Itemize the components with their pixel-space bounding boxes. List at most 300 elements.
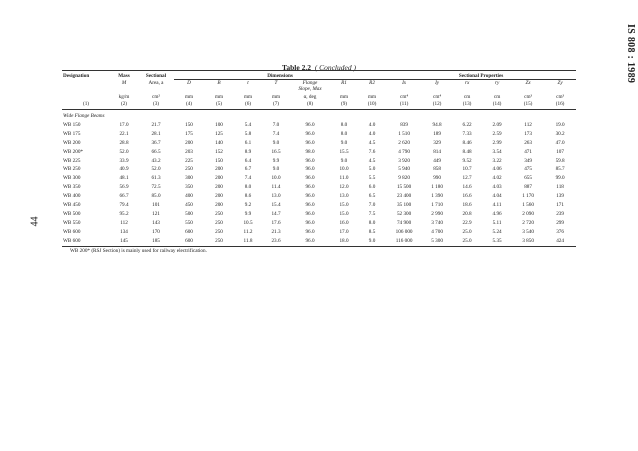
value-cell: 96.0: [305, 130, 315, 137]
value-cell: 143: [152, 219, 160, 226]
value-cell: 14.6: [462, 184, 472, 191]
value-cell: 112: [524, 121, 532, 128]
designation-cell: WB 200: [63, 139, 81, 146]
value-cell: 203: [185, 148, 193, 155]
designation-cell: WB 200*: [63, 148, 84, 155]
column-number-cell: (16): [544, 100, 576, 110]
column-number-cell: (2): [110, 100, 138, 110]
value-cell: 25.0: [462, 237, 472, 244]
unit-cell: mm: [339, 94, 349, 100]
column-number-row: [62, 100, 576, 110]
designation-cell: WB 250: [63, 166, 81, 173]
value-cell: 250: [215, 210, 223, 217]
unit-cell: mm: [214, 94, 224, 100]
value-cell: 7.4: [244, 175, 252, 182]
value-cell: 9.2: [244, 202, 252, 209]
value-cell: 10.0: [339, 166, 349, 173]
value-cell: 200: [215, 166, 223, 173]
value-cell: 21.7: [151, 121, 161, 128]
value-cell: 600: [185, 237, 193, 244]
value-cell: 8.0: [340, 130, 348, 137]
designation-cell: WB 225: [63, 157, 81, 164]
header-dim-T: T: [274, 80, 278, 86]
value-cell: 250: [215, 228, 223, 235]
value-cell: 96.0: [305, 184, 315, 191]
value-cell: 5.35: [492, 237, 502, 244]
value-cell: 52.0: [151, 166, 161, 173]
table-title-main: Table 2.2: [282, 63, 311, 72]
value-cell: 600: [185, 228, 193, 235]
value-cell: 3.22: [492, 157, 502, 164]
value-cell: 7.33: [462, 130, 472, 137]
designation-cell: WB 600: [63, 237, 81, 244]
value-cell: 3 920: [398, 157, 410, 164]
unit-cell: cm: [463, 94, 471, 100]
unit-cell: kg/m: [118, 94, 130, 100]
value-cell: 6.4: [244, 157, 252, 164]
value-cell: 250: [185, 166, 193, 173]
value-cell: 150: [215, 157, 223, 164]
value-cell: 1 510: [398, 130, 410, 137]
value-cell: 118: [556, 184, 564, 191]
value-cell: 6.1: [244, 139, 252, 146]
table-row: [62, 165, 576, 174]
value-cell: 8.46: [462, 139, 472, 146]
value-cell: 5.0: [368, 166, 376, 173]
table-row: [62, 148, 576, 157]
value-cell: 61.3: [151, 175, 161, 182]
value-cell: 140: [215, 139, 223, 146]
value-cell: 1 180: [431, 184, 443, 191]
value-cell: 1 710: [431, 202, 443, 209]
value-cell: 4 700: [431, 228, 443, 235]
header-prop-Zx: Zx: [525, 80, 531, 86]
value-cell: 200: [215, 175, 223, 182]
header-dim-R2: R2: [369, 80, 375, 86]
table-title-sub: ( Concluded ): [314, 63, 356, 72]
header-designation: Designation: [62, 71, 110, 80]
value-cell: 4.5: [368, 157, 376, 164]
table-row: [62, 228, 576, 237]
value-cell: 349: [524, 157, 532, 164]
value-cell: 4.06: [492, 166, 502, 173]
table-row: [62, 201, 576, 210]
unit-cell: cm³: [556, 94, 565, 100]
value-cell: 98.0: [305, 148, 315, 155]
value-cell: 139: [556, 193, 564, 200]
value-cell: 839: [400, 121, 408, 128]
value-cell: 471: [524, 148, 532, 155]
header-dim-t: t: [247, 80, 249, 86]
value-cell: 4.0: [368, 130, 376, 137]
value-cell: 239: [556, 210, 564, 217]
value-cell: 66.7: [119, 193, 129, 200]
header-prop-Ix: Ix: [402, 80, 407, 86]
table-row: [62, 219, 576, 228]
value-cell: 15.0: [339, 202, 349, 209]
value-cell: 18.6: [462, 202, 472, 209]
value-cell: 7.6: [368, 148, 376, 155]
value-cell: 13.0: [271, 193, 281, 200]
value-cell: 9.9: [244, 210, 252, 217]
designation-cell: WB 350: [63, 184, 81, 191]
value-cell: 858: [433, 166, 441, 173]
unit-cell: mm: [271, 94, 281, 100]
value-cell: 6.7: [244, 166, 252, 173]
designation-cell: WB 600: [63, 228, 81, 235]
table-row: [62, 157, 576, 166]
value-cell: 8.6: [244, 193, 252, 200]
value-cell: 990: [433, 175, 441, 182]
value-cell: 36.7: [151, 139, 161, 146]
value-cell: 424: [556, 237, 564, 244]
value-cell: 52 300: [396, 210, 412, 217]
value-cell: 7.5: [368, 210, 376, 217]
value-cell: 94.8: [432, 121, 442, 128]
value-cell: 15.4: [271, 202, 281, 209]
value-cell: 107: [556, 148, 564, 155]
value-cell: 250: [215, 237, 223, 244]
value-cell: 5.8: [244, 130, 252, 137]
header-sectional-area-2: Area, a: [148, 79, 164, 86]
value-cell: 10.0: [271, 175, 281, 182]
value-cell: 14.7: [271, 210, 281, 217]
value-cell: 12.0: [339, 184, 349, 191]
value-cell: 125: [215, 130, 223, 137]
column-number-cell: (10): [358, 100, 386, 110]
value-cell: 85.0: [151, 193, 161, 200]
unit-cell: cm²: [152, 94, 160, 100]
value-cell: 152: [215, 148, 223, 155]
column-number-cell: (3): [138, 100, 174, 110]
header-dim-flange-sub: Slope, Max: [298, 86, 322, 92]
value-cell: 3 540: [522, 228, 534, 235]
value-cell: 200: [215, 184, 223, 191]
designation-cell: WB 400: [63, 193, 81, 200]
value-cell: 23 400: [396, 193, 412, 200]
value-cell: 8.0: [340, 121, 348, 128]
value-cell: 10.5: [243, 219, 253, 226]
value-cell: 5 940: [398, 166, 410, 173]
value-cell: 1 560: [522, 202, 534, 209]
table-row: [62, 192, 576, 201]
value-cell: 6.0: [368, 184, 376, 191]
header-sectional-properties: Sectional Properties: [386, 71, 576, 80]
value-cell: 450: [185, 202, 193, 209]
value-cell: 19.0: [555, 121, 565, 128]
value-cell: 329: [433, 139, 441, 146]
value-cell: 263: [524, 139, 532, 146]
header-dim-B: B: [217, 80, 221, 86]
value-cell: 7.4: [272, 130, 280, 137]
value-cell: 9.0: [340, 139, 348, 146]
value-cell: 9.0: [368, 237, 376, 244]
value-cell: 134: [120, 228, 128, 235]
value-cell: 4.03: [492, 184, 502, 191]
sections-table: [62, 70, 576, 254]
value-cell: 655: [524, 175, 532, 182]
value-cell: 4 790: [398, 148, 410, 155]
column-number-cell: (9): [330, 100, 358, 110]
designation-cell: WB 500: [63, 210, 81, 217]
value-cell: 7.0: [368, 202, 376, 209]
value-cell: 2.99: [492, 139, 502, 146]
value-cell: 10.7: [462, 166, 472, 173]
value-cell: 225: [185, 157, 193, 164]
value-cell: 2 720: [522, 219, 534, 226]
unit-cell: mm: [243, 94, 253, 100]
value-cell: 95.2: [119, 210, 129, 217]
value-cell: 96.0: [305, 175, 315, 182]
value-cell: 3.54: [492, 148, 502, 155]
value-cell: 59.8: [555, 157, 565, 164]
column-number-cell: (1): [62, 100, 110, 110]
value-cell: 449: [433, 157, 441, 164]
unit-cell: cm: [493, 94, 501, 100]
value-cell: 8.5: [368, 228, 376, 235]
value-cell: 15 500: [396, 184, 412, 191]
value-cell: 17.0: [119, 121, 129, 128]
value-cell: 96.0: [305, 121, 315, 128]
value-cell: 22.1: [119, 130, 129, 137]
value-cell: 17.0: [339, 228, 349, 235]
designation-cell: WB 150: [63, 121, 81, 128]
value-cell: 150: [185, 121, 193, 128]
column-number-cell: (5): [204, 100, 234, 110]
header-mass-symbol: M: [121, 79, 127, 86]
value-cell: 4.0: [368, 121, 376, 128]
value-cell: 6.5: [368, 193, 376, 200]
value-cell: 4.96: [492, 210, 502, 217]
value-cell: 18.0: [339, 237, 349, 244]
value-cell: 170: [152, 228, 160, 235]
value-cell: 28.8: [119, 139, 129, 146]
value-cell: 145: [120, 237, 128, 244]
value-cell: 550: [185, 219, 193, 226]
table-row: [62, 210, 576, 219]
table-row: [62, 130, 576, 139]
value-cell: 96.0: [305, 202, 315, 209]
header-dimensions: Dimensions: [174, 71, 386, 80]
column-number-cell: (8): [290, 100, 330, 110]
value-cell: 15.0: [339, 210, 349, 217]
value-cell: 2.59: [492, 130, 502, 137]
column-number-cell: (4): [174, 100, 204, 110]
table-row: [62, 237, 576, 246]
value-cell: 66.5: [151, 148, 161, 155]
value-cell: 5 300: [431, 237, 443, 244]
value-cell: 8.0: [244, 184, 252, 191]
value-cell: 16.0: [339, 219, 349, 226]
unit-cell: mm: [184, 94, 194, 100]
value-cell: 17.6: [271, 219, 281, 226]
column-number-cell: (6): [234, 100, 262, 110]
section-label: Wide Flange Beams: [63, 113, 105, 119]
column-number-cell: (14): [482, 100, 512, 110]
value-cell: 11.2: [243, 228, 253, 235]
designation-cell: WB 300: [63, 175, 81, 182]
column-number-cell: (15): [512, 100, 544, 110]
unit-cell: cm⁴: [433, 94, 442, 100]
value-cell: 350: [185, 184, 193, 191]
value-cell: 9.52: [462, 157, 472, 164]
value-cell: 2 090: [522, 210, 534, 217]
column-number-cell: (7): [262, 100, 290, 110]
value-cell: 2 990: [431, 210, 443, 217]
value-cell: 101: [152, 202, 160, 209]
value-cell: 22.9: [462, 219, 472, 226]
value-cell: 85.7: [555, 166, 565, 173]
value-cell: 23.6: [271, 237, 281, 244]
value-cell: 11.4: [271, 184, 281, 191]
value-cell: 5.4: [244, 121, 252, 128]
standard-code: IS 808 : 1989: [625, 24, 636, 84]
value-cell: 79.4: [119, 202, 129, 209]
value-cell: 250: [215, 219, 223, 226]
value-cell: 100: [215, 121, 223, 128]
value-cell: 96.0: [305, 166, 315, 173]
value-cell: 12.7: [462, 175, 472, 182]
unit-cell: cm⁴: [400, 94, 409, 100]
value-cell: 500: [185, 210, 193, 217]
value-cell: 189: [433, 130, 441, 137]
value-cell: 13.0: [339, 193, 349, 200]
value-cell: 887: [524, 184, 532, 191]
header-prop-ry: ry: [494, 80, 500, 86]
unit-cell: [62, 92, 110, 100]
table-row: [62, 121, 576, 130]
units-row: [62, 92, 576, 100]
value-cell: 175: [185, 130, 193, 137]
designation-cell: WB 550: [63, 219, 81, 226]
header-dim-flange: [290, 80, 330, 93]
value-cell: 9 820: [398, 175, 410, 182]
value-cell: 9.9: [272, 157, 280, 164]
value-cell: 56.9: [119, 184, 129, 191]
page-number: 44: [29, 216, 41, 227]
table-row: [62, 139, 576, 148]
value-cell: 4.5: [368, 139, 376, 146]
value-cell: 2 620: [398, 139, 410, 146]
column-number-cell: (13): [452, 100, 482, 110]
unit-cell: cm³: [524, 94, 533, 100]
value-cell: 52.0: [119, 148, 129, 155]
unit-cell: α, deg: [303, 94, 317, 100]
value-cell: 30.2: [555, 130, 565, 137]
value-cell: 96.0: [305, 219, 315, 226]
value-cell: 16.6: [462, 193, 472, 200]
value-cell: 99.0: [555, 175, 565, 182]
value-cell: 5.24: [492, 228, 502, 235]
designation-cell: WB 175: [63, 130, 81, 137]
value-cell: 28.1: [151, 130, 161, 137]
unit-cell: mm: [368, 94, 377, 100]
table-row: [62, 183, 576, 192]
value-cell: 25.0: [462, 228, 472, 235]
footnote: WB 200* (RSJ Section) is mainly used for railway electrification.: [62, 246, 576, 254]
header-dim-D: D: [187, 80, 191, 86]
value-cell: 33.9: [119, 157, 129, 164]
value-cell: 20.8: [462, 210, 472, 217]
value-cell: 9.0: [272, 139, 280, 146]
value-cell: 4.02: [492, 175, 502, 182]
value-cell: 96.0: [305, 210, 315, 217]
header-dim-flange-label: Flange: [302, 80, 318, 86]
value-cell: 200: [215, 202, 223, 209]
column-number-cell: (12): [422, 100, 452, 110]
value-cell: 8.0: [368, 219, 376, 226]
value-cell: 96.0: [305, 193, 315, 200]
value-cell: 200: [185, 139, 193, 146]
value-cell: 96.0: [305, 139, 315, 146]
header-dim-R1: R1: [341, 80, 347, 86]
value-cell: 8.48: [462, 148, 472, 155]
value-cell: 9.0: [340, 157, 348, 164]
header-sectional-area: Sectional: [138, 71, 174, 80]
value-cell: 21.3: [271, 228, 281, 235]
table-row: [62, 174, 576, 183]
value-cell: 112: [120, 219, 128, 226]
value-cell: 96.0: [305, 237, 315, 244]
value-cell: 35 100: [396, 202, 412, 209]
value-cell: 9.0: [272, 166, 280, 173]
value-cell: 5.11: [492, 219, 502, 226]
value-cell: 3 740: [431, 219, 443, 226]
value-cell: 4.04: [492, 193, 502, 200]
header-prop-Iy: Iy: [435, 80, 440, 86]
value-cell: 185: [152, 237, 160, 244]
value-cell: 47.0: [555, 139, 565, 146]
value-cell: 400: [185, 193, 193, 200]
value-cell: 475: [524, 166, 532, 173]
value-cell: 200: [215, 193, 223, 200]
value-cell: 16.5: [271, 148, 281, 155]
value-cell: 173: [524, 130, 532, 137]
value-cell: 4.11: [492, 202, 502, 209]
header-mass: Mass: [110, 71, 138, 80]
value-cell: 116 000: [395, 237, 413, 244]
value-cell: 1 390: [431, 193, 443, 200]
value-cell: 376: [556, 228, 564, 235]
value-cell: 5.5: [368, 175, 376, 182]
value-cell: 171: [556, 202, 564, 209]
value-cell: 40.9: [119, 166, 129, 173]
value-cell: 11.0: [339, 175, 349, 182]
column-number-cell: (11): [386, 100, 422, 110]
value-cell: 15.5: [339, 148, 349, 155]
value-cell: 72.5: [151, 184, 161, 191]
header-prop-rx: rx: [464, 80, 470, 86]
value-cell: 3 850: [522, 237, 534, 244]
value-cell: 96.0: [305, 157, 315, 164]
value-cell: 74 900: [396, 219, 412, 226]
value-cell: 121: [152, 210, 160, 217]
value-cell: 96.0: [305, 228, 315, 235]
designation-cell: WB 450: [63, 202, 81, 209]
value-cell: 106 000: [395, 228, 413, 235]
value-cell: 814: [433, 148, 441, 155]
value-cell: 6.22: [462, 121, 472, 128]
value-cell: 2.09: [492, 121, 502, 128]
value-cell: 8.9: [244, 148, 252, 155]
header-prop-Zy: Zy: [557, 80, 563, 86]
value-cell: 1 170: [522, 193, 534, 200]
value-cell: 43.2: [151, 157, 161, 164]
value-cell: 48.1: [119, 175, 129, 182]
value-cell: 7.0: [272, 121, 280, 128]
value-cell: 300: [185, 175, 193, 182]
value-cell: 11.8: [243, 237, 253, 244]
